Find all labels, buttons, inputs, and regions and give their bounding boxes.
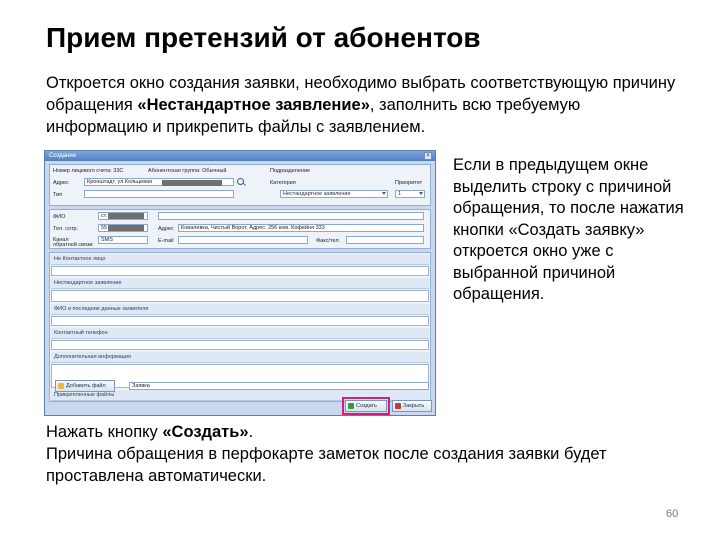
account-number-label: Номер лицевого счета: 33С xyxy=(53,168,124,174)
footer-line1-bold: «Создать» xyxy=(162,423,249,441)
intro-part1: Откроется окно создания заявки, необходимо выбрать соответствующую причину обращения xyxy=(46,74,676,114)
create-label: Создать xyxy=(356,403,377,409)
contact-address-label: Адрес xyxy=(158,226,174,232)
chevron-down-icon xyxy=(382,192,386,195)
priority-dropdown[interactable] xyxy=(395,190,425,198)
type-field[interactable] xyxy=(84,190,234,198)
attachments-section-bar: Прикрепленные файлы xyxy=(51,390,429,401)
fio-label: ФИО xyxy=(53,214,66,220)
footer-line1-suffix: . xyxy=(248,423,254,441)
create-button-highlight xyxy=(342,397,390,415)
contact-section-bar: Не Контактное лицо xyxy=(51,254,429,265)
feedback-channel-value: SMS xyxy=(101,237,113,243)
priority-value: 1 xyxy=(398,191,402,197)
intro-bold: «Нестандартное заявление» xyxy=(137,96,370,114)
footer-line1 xyxy=(46,421,696,443)
contact-address-field[interactable] xyxy=(178,224,424,232)
window-title: Создание xyxy=(49,153,77,159)
add-file-button[interactable] xyxy=(55,380,115,392)
close-label: Закрыть xyxy=(403,403,425,409)
phone-label: Тел. сотр. xyxy=(53,226,79,232)
fax-field[interactable] xyxy=(346,236,424,244)
feedback-channel-label: Канал обратной связи xyxy=(53,237,93,248)
contact-text-area[interactable] xyxy=(51,266,429,276)
footer-line1-prefix: Нажать кнопку xyxy=(46,423,163,441)
redacted-phone xyxy=(108,225,144,231)
email-field[interactable] xyxy=(178,236,308,244)
comment-text-area[interactable] xyxy=(51,316,429,326)
chevron-down-icon xyxy=(419,192,423,195)
close-window-icon xyxy=(395,403,401,409)
page-number: 60 xyxy=(666,508,679,520)
additional-info-section-bar: Дополнительная информация xyxy=(51,352,429,363)
intro-part2: , заполнить всю требуемую информацию и прикрепить файлы с заявлением. xyxy=(46,96,581,136)
contact-address-value: Ковалевка, Чистый Ворот, Адрес: 256 ком. Кофейня 333 xyxy=(181,225,325,231)
fio-value: ст. xyxy=(101,213,108,219)
search-icon[interactable] xyxy=(237,178,244,185)
type-label: Тип xyxy=(53,192,63,198)
contact-person-text-area[interactable] xyxy=(51,340,429,350)
close-icon[interactable]: × xyxy=(424,152,432,160)
category-label: Категория xyxy=(270,180,296,186)
footer-paragraph xyxy=(46,421,696,487)
redacted-address xyxy=(162,180,222,186)
feedback-channel-field[interactable] xyxy=(98,236,148,244)
address-value: Кронштадт, ул.Кольцевая xyxy=(87,179,153,185)
contact-frame xyxy=(49,209,431,249)
add-file-label: Добавить файл xyxy=(66,383,106,389)
description-text-area[interactable] xyxy=(51,290,429,302)
department-label: Подразделение xyxy=(270,168,311,174)
header-frame xyxy=(49,164,431,206)
intro-paragraph xyxy=(46,72,676,138)
add-file-icon xyxy=(58,383,64,389)
fio-extra-field[interactable] xyxy=(158,212,424,220)
subscriber-group-label: Абонентская группа: Обычный xyxy=(148,168,227,174)
attached-file-field[interactable] xyxy=(129,382,429,390)
description-section-bar: Нестандартное заявление xyxy=(51,278,429,289)
slide-title: Прием претензий от абонентов xyxy=(46,22,481,53)
window-titlebar xyxy=(45,151,435,161)
side-explanation: Если в предыдущем окне выделить строку с причиной обращения, то после нажатия кнопки «Создать заявку» откроется окно уже с выбранной причиной обращения. xyxy=(453,156,684,303)
create-request-window xyxy=(44,150,436,416)
footer-line2: Причина обращения в перфокарте заметок после создания заявки будет проставлена автоматически. xyxy=(46,445,607,485)
attached-file-name: Заявка xyxy=(132,383,150,389)
phone-value: 55 xyxy=(101,225,108,231)
fax-label: Факс/тел. xyxy=(316,238,341,244)
redacted-fio xyxy=(108,213,144,219)
contact-person-section-bar: Контактный телефон xyxy=(51,328,429,339)
close-button[interactable] xyxy=(392,400,432,412)
reason-dropdown[interactable] xyxy=(280,190,388,198)
comment-section-bar: ФИО и последние данные заявителя xyxy=(51,304,429,315)
email-label: E-mail xyxy=(158,238,174,244)
priority-label: Приоритет xyxy=(395,180,423,186)
address-label: Адрес xyxy=(53,180,69,186)
reason-dropdown-value: Нестандартное заявление xyxy=(283,191,351,197)
